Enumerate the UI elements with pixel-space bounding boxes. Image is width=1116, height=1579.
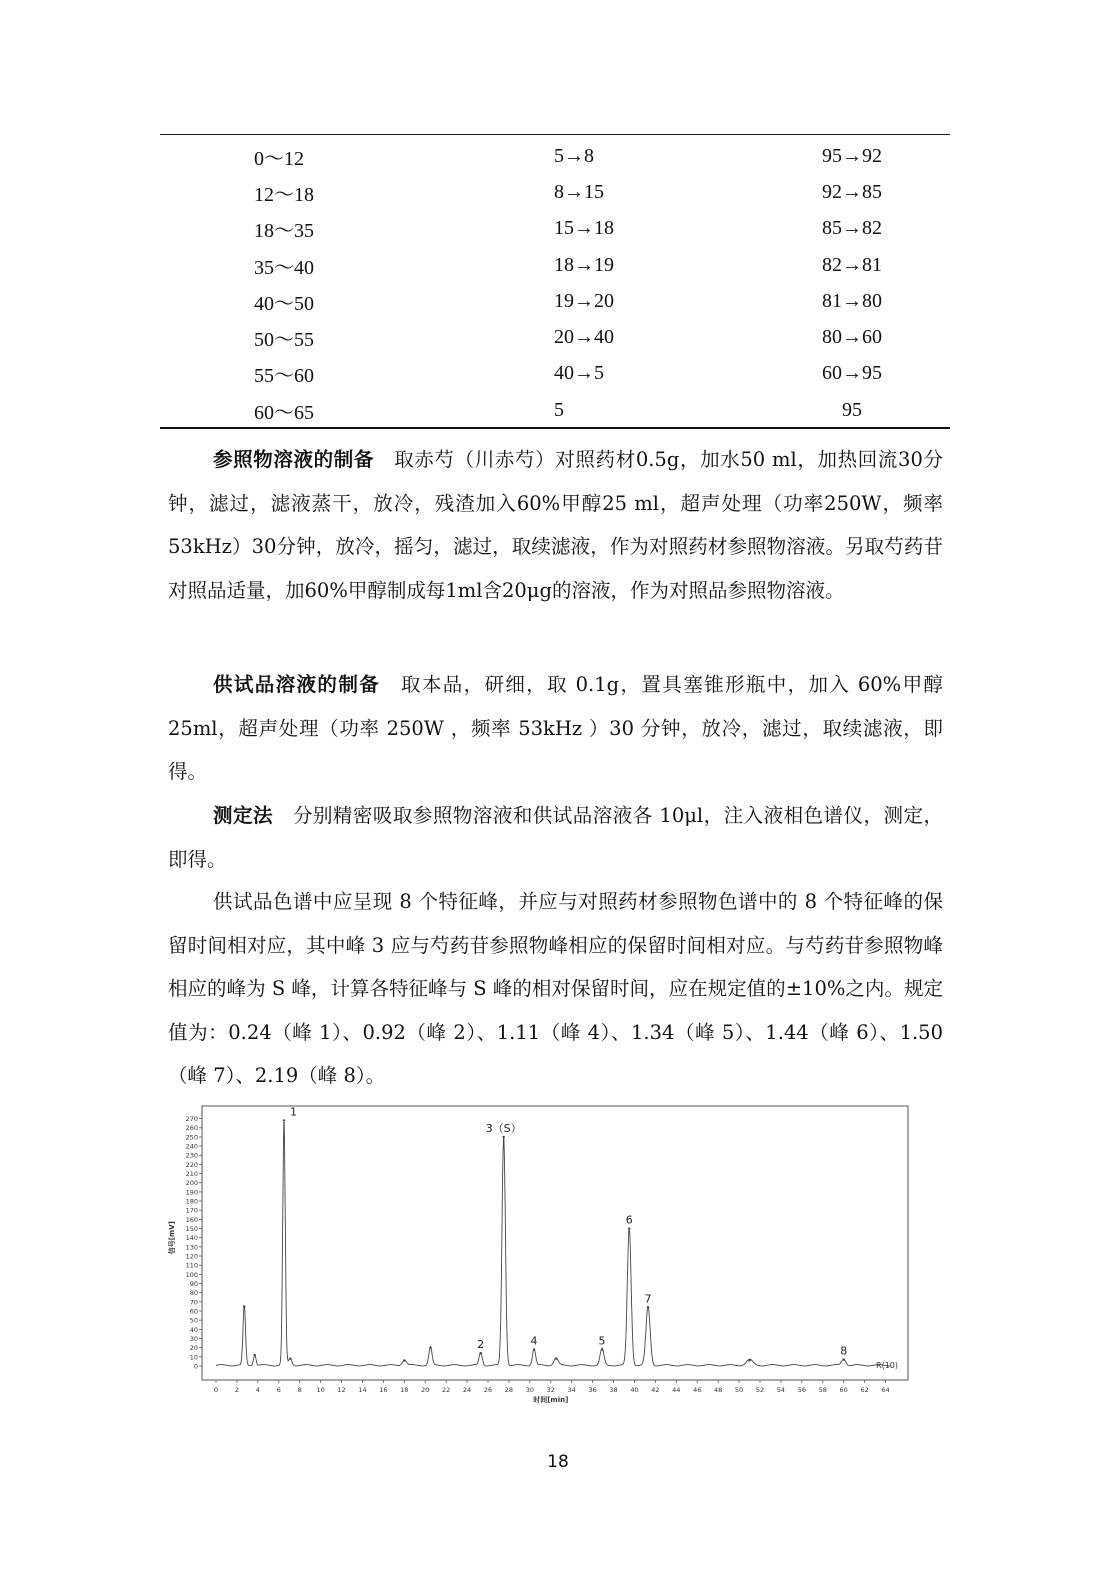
x-tick-label: 32 <box>546 1386 555 1394</box>
y-tick-label: 30 <box>189 1335 198 1344</box>
peak-label: 2 <box>477 1338 485 1352</box>
peak-marker <box>533 1348 535 1350</box>
result-paragraph: 供试品色谱中应呈现 8 个特征峰，并应与对照药材参照物色谱中的 8 个特征峰的保留时间相对应，其中峰 3 应与芍药苷参照物峰相应的保留时间相对应。与芍药苷参照物峰相应的峰为 S 峰，计算各特征峰与 S 峰的相对保留时间，应在规定值的±10%之内。规定值为：0.24（峰 1）、0.92（峰 2）、1.11（峰 4）、1.34（峰 5）、1.44（峰 6）、1.50（峰 7）、2.19（峰 8）。 <box>168 890 943 1087</box>
y-tick-label: 130 <box>185 1243 198 1252</box>
x-tick-label: 36 <box>588 1386 597 1394</box>
y-tick-label: 50 <box>189 1316 198 1325</box>
phase-b-cell: 81→80 <box>822 289 882 312</box>
x-tick-label: 62 <box>860 1386 869 1394</box>
peak-label: 5 <box>598 1334 606 1348</box>
table-row <box>160 319 950 355</box>
x-tick-label: 40 <box>630 1386 639 1394</box>
phase-a-cell: 8→15 <box>554 180 604 203</box>
y-tick-label: 110 <box>185 1261 198 1270</box>
table-row <box>160 247 950 283</box>
peak-marker <box>243 1305 245 1307</box>
x-tick-label: 6 <box>276 1386 281 1394</box>
phase-a-cell: 15→18 <box>554 217 614 240</box>
table-row <box>160 392 950 428</box>
peak-marker <box>403 1359 405 1361</box>
y-tick-label: 230 <box>185 1151 198 1160</box>
x-tick-label: 12 <box>337 1386 346 1394</box>
x-tick-label: 26 <box>483 1386 493 1394</box>
y-tick-label: 90 <box>189 1280 198 1289</box>
x-tick-label: 48 <box>714 1386 723 1394</box>
phase-a-cell: 18→19 <box>554 253 614 276</box>
y-tick-label: 200 <box>185 1179 198 1188</box>
plot-frame <box>202 1106 908 1380</box>
time-cell: 55～60 <box>254 365 314 388</box>
phase-b-cell: 85→82 <box>822 217 882 240</box>
x-tick-label: 50 <box>734 1386 744 1394</box>
y-tick-label: 20 <box>189 1344 198 1353</box>
y-tick-label: 80 <box>189 1289 198 1298</box>
y-tick-label: 0 <box>193 1362 198 1371</box>
phase-a-cell: 40→5 <box>554 362 604 385</box>
phase-b-cell: 82→81 <box>822 253 882 276</box>
peak-label: 8 <box>840 1344 848 1358</box>
table-row <box>160 356 950 392</box>
y-tick-label: 40 <box>189 1325 198 1334</box>
peak-label: 7 <box>644 1292 652 1306</box>
x-tick-label: 56 <box>797 1386 806 1394</box>
y-tick-label: 270 <box>185 1115 198 1124</box>
peak-marker <box>555 1357 557 1359</box>
peak-marker <box>601 1348 603 1350</box>
peak-marker <box>289 1357 291 1359</box>
x-axis-label: 时间[min] <box>533 1396 569 1404</box>
x-tick-label: 14 <box>358 1386 367 1394</box>
x-tick-label: 10 <box>316 1386 325 1394</box>
peak-marker <box>628 1227 630 1229</box>
x-tick-label: 24 <box>462 1386 472 1394</box>
phase-a-cell: 20→40 <box>554 326 614 349</box>
x-tick-label: 18 <box>400 1386 409 1394</box>
x-tick-label: 58 <box>818 1386 827 1394</box>
y-axis-label: 信号[mV] <box>168 1221 176 1255</box>
x-tick-label: 60 <box>839 1386 848 1394</box>
time-cell: 50～55 <box>254 329 314 352</box>
x-tick-label: 22 <box>442 1386 451 1394</box>
peak-marker <box>647 1306 649 1308</box>
table-bottom-rule <box>160 427 950 429</box>
y-tick-label: 60 <box>189 1307 198 1316</box>
peak-marker <box>479 1352 481 1354</box>
sample-body: 取本品，研细，取 0.1g，置具塞锥形瓶中，加入 60%甲醇 25ml，超声处理（功率 250W ，频率 53kHz ）30 分钟，放冷，滤过，取续滤液，即得。 <box>168 673 943 783</box>
y-tick-label: 180 <box>185 1197 198 1206</box>
reference-title: 参照物溶液的制备 <box>213 448 375 471</box>
x-tick-label: 38 <box>609 1386 618 1394</box>
trace-label: R(10) <box>876 1361 898 1371</box>
table-row <box>160 211 950 247</box>
sample-solution-section <box>168 663 943 794</box>
x-tick-label: 34 <box>567 1386 576 1394</box>
x-tick-label: 46 <box>693 1386 702 1394</box>
peak-label: 6 <box>625 1213 633 1227</box>
time-cell: 0～12 <box>254 147 304 170</box>
x-tick-label: 2 <box>234 1386 239 1394</box>
phase-b-cell: 95 <box>842 398 862 421</box>
table-row <box>160 283 950 319</box>
x-tick-label: 54 <box>776 1386 786 1394</box>
x-tick-label: 4 <box>255 1386 260 1394</box>
time-cell: 18～35 <box>254 220 314 243</box>
time-cell: 40～50 <box>254 292 314 315</box>
page-number: 18 <box>547 1452 569 1472</box>
phase-a-cell: 19→20 <box>554 289 614 312</box>
y-tick-label: 260 <box>185 1124 198 1133</box>
y-tick-label: 160 <box>185 1215 198 1224</box>
peak-label: 3（S） <box>485 1121 522 1135</box>
x-tick-label: 28 <box>504 1386 514 1394</box>
x-tick-label: 52 <box>755 1386 765 1394</box>
y-tick-label: 250 <box>185 1133 198 1142</box>
x-tick-label: 20 <box>421 1386 430 1394</box>
method-body: 分别精密吸取参照物溶液和供试品溶液各 10μl，注入液相色谱仪，测定，即得。 <box>168 804 943 871</box>
peak-marker <box>429 1346 431 1348</box>
peak-marker <box>502 1136 504 1138</box>
x-tick-label: 44 <box>672 1386 681 1394</box>
peak-marker <box>842 1358 844 1360</box>
x-tick-label: 64 <box>881 1386 890 1394</box>
method-paragraph <box>168 794 943 881</box>
y-tick-label: 220 <box>185 1160 198 1169</box>
x-tick-label: 0 <box>213 1386 219 1394</box>
reference-solution-section <box>168 438 943 612</box>
table-row <box>160 138 950 174</box>
phase-a-cell: 5→8 <box>554 144 594 167</box>
y-tick-label: 170 <box>185 1206 198 1215</box>
y-tick-label: 240 <box>185 1142 198 1151</box>
y-tick-label: 140 <box>185 1234 198 1243</box>
phase-b-cell: 80→60 <box>822 326 882 349</box>
time-cell: 35～40 <box>254 256 314 279</box>
x-tick-label: 30 <box>525 1386 534 1394</box>
phase-b-cell: 92→85 <box>822 180 882 203</box>
peak-marker <box>254 1354 256 1356</box>
peak-label: 1 <box>290 1105 297 1119</box>
sample-paragraph <box>168 663 943 794</box>
reference-body: 取赤芍（川赤芍）对照药材0.5g，加水50 ml，加热回流30分钟，滤过，滤液蒸干，放冷，残渣加入60%甲醇25 ml，超声处理（功率250W，频率53kHz）30分钟，放冷，摇匀，滤过，取续滤液，作为对照药材参照物溶液。另取芍药苷对照品适量，加60%甲醇制成每1ml含20μg的溶液，作为对照品参照物溶液。 <box>168 448 943 602</box>
table-top-rule <box>160 134 950 135</box>
x-tick-label: 42 <box>651 1386 660 1394</box>
y-tick-label: 120 <box>185 1252 198 1261</box>
phase-b-cell: 95→92 <box>822 144 882 167</box>
method-section <box>168 794 943 881</box>
phase-b-cell: 60→95 <box>822 362 882 385</box>
phase-a-cell: 5 <box>554 398 564 421</box>
sample-title: 供试品溶液的制备 <box>213 673 381 696</box>
y-tick-label: 10 <box>189 1353 198 1362</box>
peak-label: 4 <box>530 1334 538 1348</box>
x-tick-label: 16 <box>379 1386 388 1394</box>
table-row <box>160 174 950 210</box>
reference-paragraph <box>168 438 943 612</box>
peak-marker <box>748 1359 750 1361</box>
y-tick-label: 70 <box>189 1298 198 1307</box>
y-tick-label: 150 <box>185 1225 198 1234</box>
y-tick-label: 100 <box>185 1270 198 1279</box>
peak-marker <box>283 1119 285 1121</box>
y-tick-label: 210 <box>185 1170 198 1179</box>
method-title: 测定法 <box>213 804 273 827</box>
time-cell: 12～18 <box>254 183 314 206</box>
gradient-table <box>160 138 950 428</box>
chromatogram-chart <box>160 1100 910 1410</box>
time-cell: 60～65 <box>254 401 314 424</box>
chromatogram-trace <box>216 1122 891 1366</box>
result-section <box>168 880 943 1098</box>
y-tick-label: 190 <box>185 1188 198 1197</box>
x-tick-label: 8 <box>297 1386 302 1394</box>
